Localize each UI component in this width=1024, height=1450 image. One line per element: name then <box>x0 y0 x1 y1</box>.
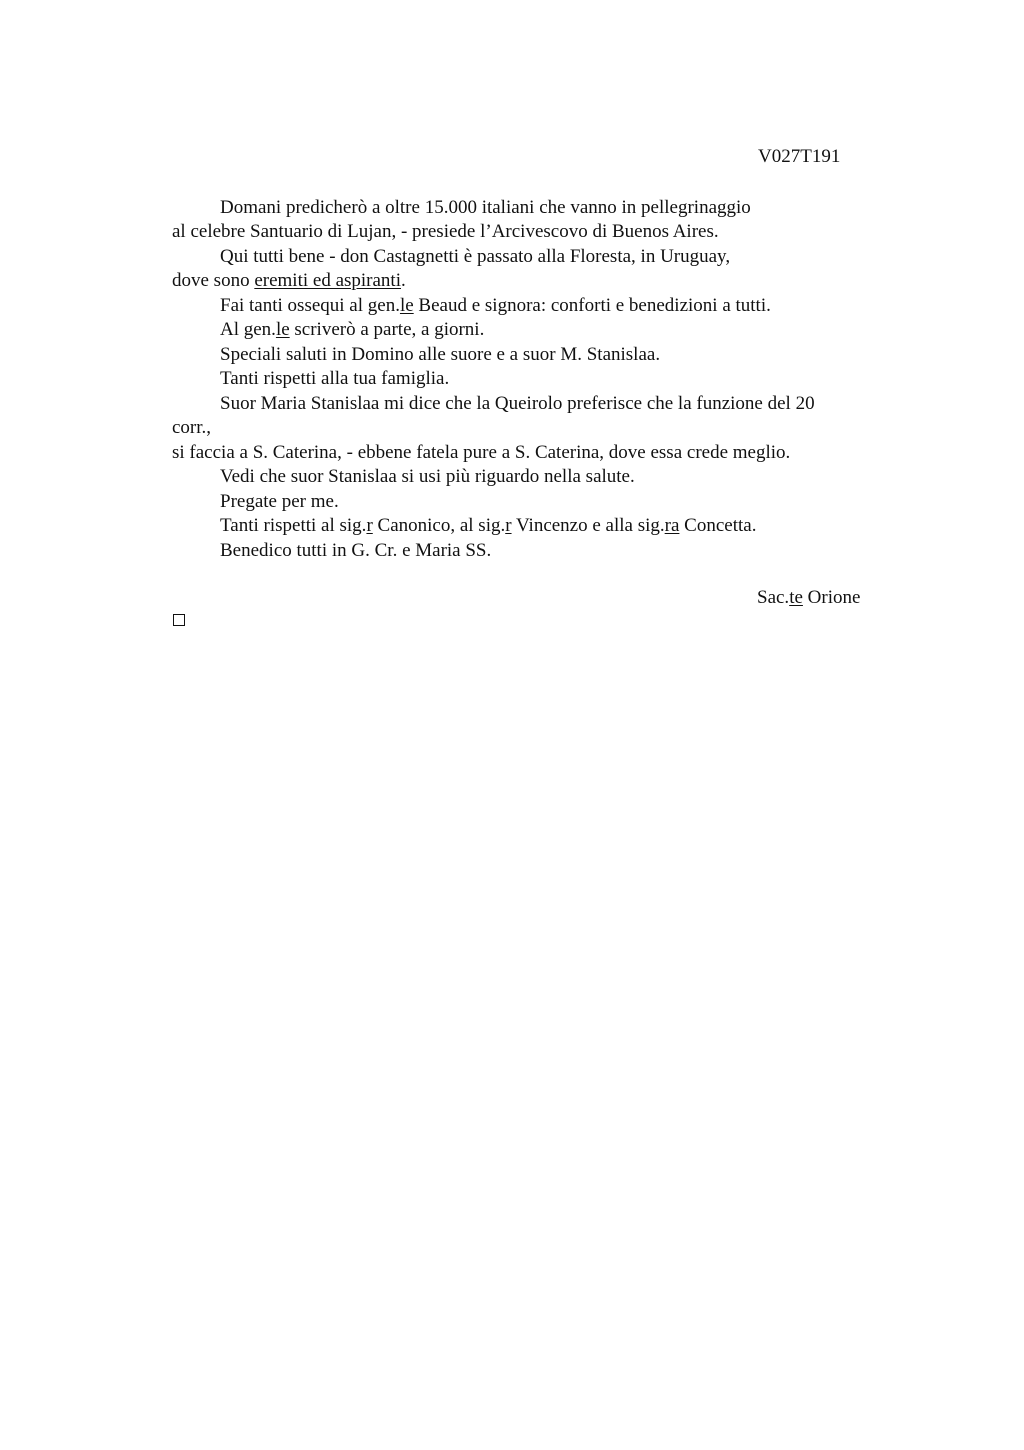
text-run: Canonico, al sig. <box>372 515 506 536</box>
text-run: Suor Maria Stanislaa mi dice che la Queirolo preferisce che la funzione del 20 <box>220 393 815 414</box>
text-run: Pregate per me. <box>220 491 339 512</box>
letter-line <box>172 441 790 465</box>
underlined-text: eremiti ed aspiranti <box>254 270 401 291</box>
underlined-text: r <box>366 515 373 536</box>
text-run: dove sono <box>172 270 255 291</box>
letter-line <box>172 220 719 244</box>
text-run: Concetta. <box>679 515 757 536</box>
text-run: Vedi che suor Stanislaa si usi più riguardo nella salute. <box>220 466 635 487</box>
text-run: Domani predicherò a oltre 15.000 italiani che vanno in pellegrinaggio <box>220 197 751 218</box>
text-run: Benedico tutti in G. Cr. e Maria SS. <box>220 540 492 561</box>
empty-square-icon <box>173 614 185 626</box>
text-run: si faccia a S. Caterina, - ebbene fatela pure a S. Caterina, dove essa crede meglio. <box>172 442 791 463</box>
letter-line <box>220 490 339 514</box>
text-run: Sac. <box>757 587 790 608</box>
text-run: Tanti rispetti al sig. <box>220 515 367 536</box>
letter-line <box>220 318 484 342</box>
underlined-text: r <box>505 515 512 536</box>
text-run: Speciali saluti in Domino alle suore e a suor M. Stanislaa. <box>220 344 661 365</box>
text-run: Qui tutti bene - don Castagnetti è passato alla Floresta, in Uruguay, <box>220 246 731 267</box>
text-run: Tanti rispetti alla tua famiglia. <box>220 368 450 389</box>
text-run: . <box>401 270 406 291</box>
letter-line <box>220 392 815 416</box>
letter-line <box>220 367 449 391</box>
text-run: Orione <box>802 587 861 608</box>
underlined-text: le <box>275 319 290 340</box>
letter-line <box>172 269 406 293</box>
text-run: Al gen. <box>220 319 276 340</box>
text-run: scriverò a parte, a giorni. <box>289 319 485 340</box>
letter-line <box>220 343 660 367</box>
text-run: corr., <box>172 417 212 438</box>
letter-line <box>220 196 751 220</box>
text-run: Beaud e signora: conforti e benedizioni a tutti. <box>413 295 771 316</box>
text-run: Fai tanti ossequi al gen. <box>220 295 400 316</box>
letter-line <box>220 294 771 318</box>
letter-line <box>220 245 730 269</box>
letter-line <box>220 514 756 538</box>
text-run: al celebre Santuario di Lujan, - presiede l’Arcivescovo di Buenos Aires. <box>172 221 719 242</box>
underlined-text: te <box>789 587 803 608</box>
letter-line <box>172 416 211 440</box>
underlined-text: le <box>399 295 414 316</box>
signature <box>757 586 860 610</box>
letter-line <box>220 465 635 489</box>
document-id: V027T191 <box>758 146 841 167</box>
letter-line <box>220 539 491 563</box>
underlined-text: ra <box>664 515 680 536</box>
text-run: Vincenzo e alla sig. <box>511 515 665 536</box>
